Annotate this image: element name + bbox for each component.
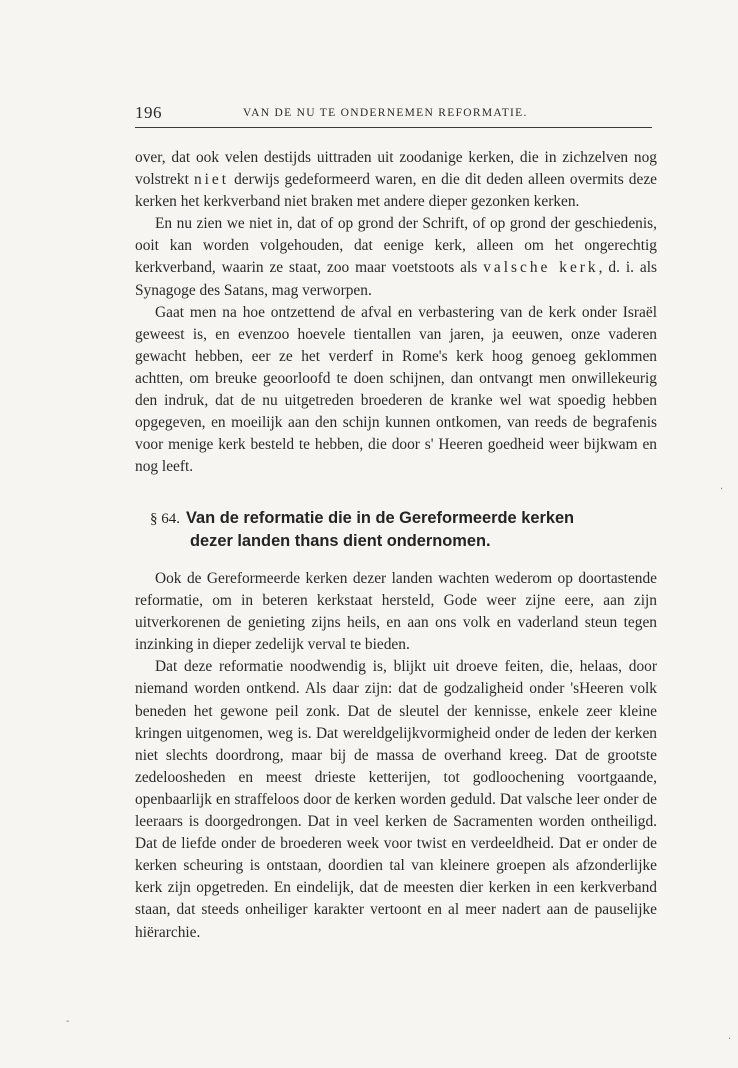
- section-number: § 64.: [150, 511, 180, 527]
- emphasized-word: valsche kerk: [483, 259, 599, 277]
- running-head: VAN DE NU TE ONDERNEMEN REFORMATIE.: [243, 107, 528, 119]
- margin-speck: ·: [728, 1034, 732, 1045]
- paragraph: [135, 147, 657, 213]
- paragraph: [135, 213, 657, 301]
- paragraph-text: , d. i. als Synagoge des Satans, mag verworpen.: [135, 259, 657, 299]
- paragraph: Gaat men na hoe ontzettend de afval en verbastering van de kerk onder Israël geweest is, en evenzoo hoevele tientallen van jaren, ja eeuwen, onze vaderen gewacht hebben, eer ze het verderf in Rome's kerk hoog genoeg geklommen achtten, om breuke geoorloofd te doen schijnen, dan ontvangt men onwillekeurig den indruk, dat de nu uitgetreden broederen de kranke wel wat spoedig hebben opgegeven, en moeilijk aan den schijn kunnen ontkomen, van reeds de begrafenis voor menige kerk besteld te hebben, die door s' Heeren goedheid weer bijkwam en nog leeft.: [135, 303, 657, 476]
- page-header: [135, 103, 655, 125]
- section-title-line-1: Van de reformatie die in de Gereformeerde kerken: [186, 509, 575, 527]
- paragraph: Ook de Gereformeerde kerken dezer landen wachten wederom op doortastende reformatie, om in beteren kerkstaat hersteld, Gode weer zijne eere, aan zijn uitverkorenen de genieting zijns heils, en aan ons volk en vaderland steun tegen inzinking in dieper zedelijk verval te bieden.: [135, 570, 657, 654]
- header-rule: [135, 127, 652, 128]
- paragraph-text: over, dat ook velen destijds uittraden uit zoodanige kerken, die in zichzelven nog volstrekt: [135, 149, 657, 189]
- margin-speck: ·: [720, 484, 724, 495]
- text-block-top: [135, 147, 657, 478]
- page-number: 196: [135, 103, 162, 122]
- paragraph-text: En nu zien we niet in, dat of op grond der Schrift, of op grond der geschiedenis, ooit kan worden volgehouden, dat eenige kerk, alleen om het ongerechtig kerkverband, waarin ze staat, zoo maar voetstoots als: [135, 215, 657, 277]
- paragraph: Dat deze reformatie noodwendig is, blijkt uit droeve feiten, die, helaas, door niemand worden ontkend. Als daar zijn: dat de godzaligheid onder 'sHeeren volk beneden het gewone peil zonk. Dat de sleutel der kennisse, enkele zeer kleine kringen uitgenomen, weg is. Dat wereldgelijkvormigheid onder de leden der kerken niet slechts doordrong, maar bij de massa de overhand kreeg. Dat de grootste zedeloosheden en meest drieste ketterijen, tot godloochening voortgaande, openbaarlijk en straffeloos door de kerken worden geduld. Dat valsche leer onder de leeraars is doorgedrongen. Dat in veel kerken de Sacramenten worden ontheiligd. Dat de liefde onder de broederen week voor twist en verdeeldheid. Dat er onder de kerken scheuring is ontstaan, doordien tal van kleinere groepen als afzonderlijke kerk zijn opgetreden. En eindelijk, dat de meesten dier kerken in een kerkverband staan, dat steeds onheiliger karakter vertoont en al meer nadert aan de pauselijke hiërarchie.: [135, 658, 657, 941]
- section-heading: [150, 507, 670, 552]
- emphasized-word: niet: [193, 171, 230, 189]
- paragraph-text: derwijs gedeformeerd waren, en die dit deden alleen overmits deze kerken het kerkverband niet braken met andere dieper gezonken kerken.: [135, 171, 657, 211]
- section-title-line-2: dezer landen thans dient ondernomen.: [190, 532, 491, 550]
- margin-speck: -: [66, 1016, 70, 1027]
- text-block-bottom: [135, 568, 657, 944]
